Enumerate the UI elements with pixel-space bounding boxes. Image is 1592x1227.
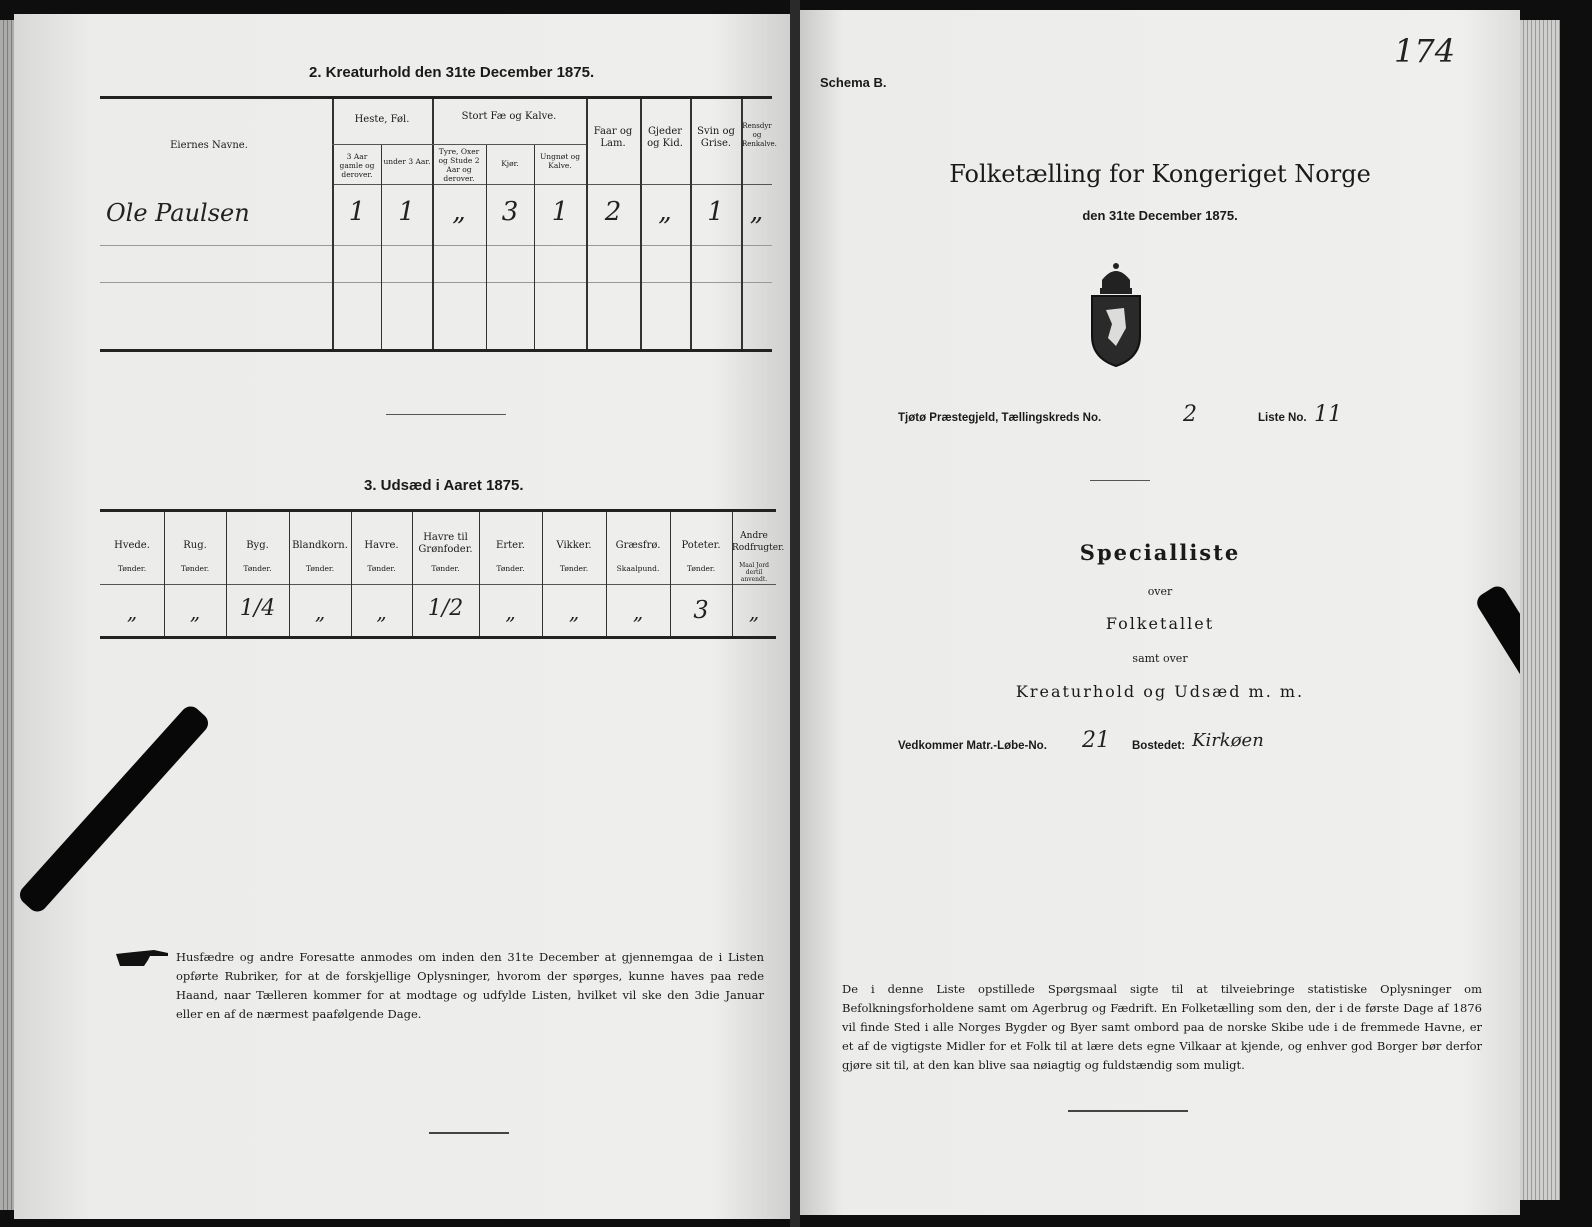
col-header: Ungnøt og Kalve.	[539, 152, 580, 170]
table2-top-rule	[100, 96, 772, 99]
t3-cell-andre: „	[748, 600, 760, 624]
separator-rule-right	[1090, 480, 1150, 481]
cell-gjeder: „	[658, 197, 672, 227]
t3-header-byg: Byg.	[246, 540, 269, 551]
table2-bottom-rule	[100, 349, 772, 352]
t3-cell-graesfro: „	[632, 600, 644, 624]
schema-label: Schema B.	[820, 75, 887, 90]
cell-faar: 2	[604, 197, 622, 227]
t3-cell-poteter: 3	[693, 596, 709, 624]
owner-name-handwritten: Ole Paulsen	[106, 199, 250, 227]
t3-header-erter: Erter.	[496, 540, 525, 551]
liste-label: Liste No.	[1258, 412, 1307, 424]
t3-header-graesfro: Græsfrø.	[615, 540, 661, 551]
col-header: 3 Aar gamle og derover.	[339, 152, 375, 179]
samt-over-label: samt over	[1132, 652, 1188, 665]
t3-header-hvede: Hvede.	[114, 540, 150, 551]
table3-top-rule	[100, 509, 776, 512]
t3-header-blandkorn: Blandkorn.	[292, 540, 348, 551]
matr-label: Vedkommer Matr.-Løbe-No.	[898, 740, 1047, 752]
col-header: Svin og Grise.	[697, 126, 735, 149]
page-number-handwritten: 174	[1394, 32, 1456, 70]
footer-rule	[1068, 1110, 1188, 1112]
t3-header-havre-gronfoder: Havre til Grønfoder.	[418, 532, 473, 555]
t3-cell-hvede: „	[126, 600, 138, 624]
cell-kjor: 3	[501, 197, 519, 227]
table3-bottom-rule	[100, 636, 776, 639]
t3-unit: Tønder.	[305, 564, 335, 573]
cell-rensdyr: „	[749, 197, 764, 227]
table2-group-rule	[332, 144, 586, 145]
district-label: Tjøtø Præstegjeld, Tællingskreds No.	[898, 412, 1102, 424]
t3-header-havre: Havre.	[364, 540, 399, 551]
t3-cell-havre-gronfoder: 1/2	[427, 596, 464, 621]
t3-cell-vikker: „	[568, 600, 580, 624]
t3-header-poteter: Poteter.	[681, 540, 721, 551]
t3-cell-erter: „	[505, 600, 516, 624]
table3-header-rule	[100, 584, 776, 585]
book-edge-right	[1520, 20, 1560, 1200]
t3-unit: Tønder.	[117, 564, 147, 573]
cell-heste-under3: 1	[398, 197, 415, 227]
t3-unit: Maal Jord dertil anvendt.	[739, 562, 769, 583]
col-header: Rensdyr og Renkalve.	[742, 122, 777, 148]
t3-unit: Tønder.	[686, 564, 716, 573]
kreaturhold-label: Kreaturhold og Udsæd m. m.	[1015, 682, 1305, 701]
cell-tyre: „	[452, 197, 466, 227]
liste-no-handwritten: 11	[1314, 402, 1342, 427]
cell-svin: 1	[707, 197, 724, 227]
section3-title: 3. Udsæd i Aaret 1875.	[364, 477, 524, 494]
table2-row-rule	[100, 245, 772, 246]
table2-col-line	[381, 144, 382, 349]
col-header: Gjeder og Kid.	[647, 126, 683, 149]
group-header-heste: Heste, Føl.	[354, 114, 410, 125]
owner-header: Eiernes Navne.	[170, 140, 248, 151]
t3-unit: Tønder.	[243, 564, 272, 573]
t3-unit: Skaalpund.	[616, 564, 660, 573]
cell-ungnot: 1	[551, 197, 569, 227]
col-header: Faar og Lam.	[593, 126, 633, 149]
bosted-handwritten: Kirkøen	[1192, 730, 1264, 751]
table2-row-rule-2	[100, 282, 772, 283]
t3-unit: Tønder.	[180, 564, 210, 573]
col-header: Kjør.	[501, 159, 519, 168]
table2-col-line	[486, 144, 487, 349]
t3-unit: Tønder.	[431, 564, 460, 573]
col-header: under 3 Aar.	[383, 157, 431, 166]
date-line: den 31te December 1875.	[1082, 208, 1238, 223]
col-header: Tyre, Oxer og Stude 2 Aar og derover.	[438, 147, 480, 183]
t3-header-andre: Andre Rodfrugter.	[732, 531, 785, 553]
t3-header-rug: Rug.	[183, 540, 207, 551]
separator-rule	[386, 414, 506, 415]
t3-cell-blandkorn: „	[314, 600, 326, 624]
footer-text: De i denne Liste opstillede Spørgsmaal sigte til at tilveiebringe statistiske Oplysninger om Befolkningsforholdene samt om Agerbrug og Fædrift. En Folketælling som den, der i de første Dage af 1876 vil finde Sted i alle Norges Bygder og Byer samt ombord paa de norske Skibe ude i de fremmede Havne, er et af de vigtigste Midler for et Folk til at lære dets egne Vilkaar at kjende, og enhver god Borger bør derfor gjøre sit til, at den kan blive saa nøiagtig og fuldstændig som muligt.	[842, 982, 1482, 1072]
t3-header-vikker: Vikker.	[556, 540, 592, 551]
bosted-label: Bostedet:	[1132, 740, 1186, 752]
table2-header-rule	[332, 184, 772, 185]
black-marker-strip-right	[1473, 583, 1520, 770]
t3-unit: Tønder.	[559, 564, 589, 573]
matr-no-handwritten: 21	[1082, 728, 1110, 753]
t3-cell-byg: 1/4	[239, 596, 276, 621]
book-gutter	[790, 0, 800, 1227]
specialliste-title: Specialliste	[1079, 540, 1241, 565]
left-page	[14, 14, 790, 1219]
over-label: over	[1147, 585, 1173, 598]
section2-title: 2. Kreaturhold den 31te December 1875.	[309, 64, 595, 81]
pointing-hand-icon	[114, 948, 170, 970]
norway-coat-of-arms-icon	[1086, 258, 1146, 368]
bottom-separator	[429, 1132, 509, 1134]
t3-cell-rug: „	[189, 600, 201, 624]
main-title: Folketælling for Kongeriget Norge	[949, 160, 1371, 188]
notice-text: Husfædre og andre Foresatte anmodes om inden den 31te December at gjennemgaa de i Listen opførte Rubriker, for at de forskjellige Oplysninger, hvorom der spørges, kunne haves paa rede Haand, naar Tælleren kommer for at modtage og udfylde Listen, hvilket vil ske den 3die Januar eller en af de nærmest paafølgende Dage.	[176, 950, 764, 1021]
table2-col-line	[534, 144, 535, 349]
district-no-handwritten: 2	[1183, 402, 1197, 427]
cell-heste-3aar: 1	[348, 197, 366, 227]
t3-unit: Tønder.	[496, 564, 525, 573]
folketallet-label: Folketallet	[1105, 614, 1215, 633]
group-header-stort: Stort Fæ og Kalve.	[461, 111, 557, 122]
t3-unit: Tønder.	[367, 564, 396, 573]
t3-cell-havre: „	[376, 600, 387, 624]
right-page	[800, 10, 1520, 1215]
